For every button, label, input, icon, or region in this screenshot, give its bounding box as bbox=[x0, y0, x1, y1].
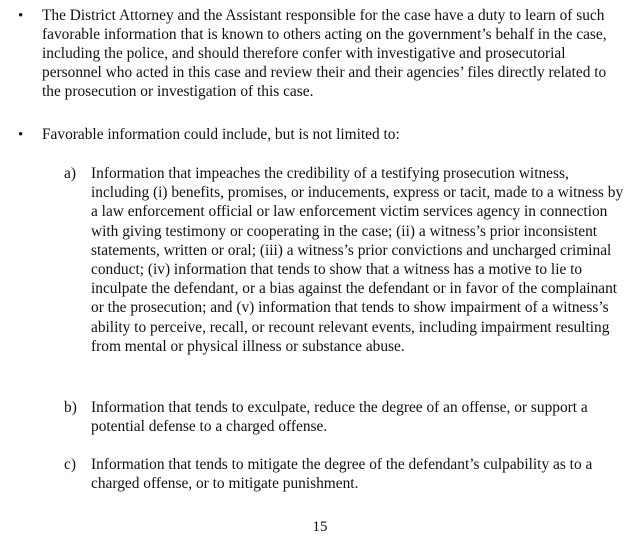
sub-item-text: Information that tends to exculpate, reduce the degree of an offense, or support a potential defense to a charged offense. bbox=[91, 399, 588, 436]
sub-item-text: Information that tends to mitigate the degree of the defendant’s culpability as to a charged offense, or to mitigate punishment. bbox=[91, 456, 593, 493]
sub-item-marker: b) bbox=[64, 399, 77, 416]
bullet-text-duty: The District Attorney and the Assistant responsible for the case have a duty to learn of such favorable information that is known to others acting on the government’s behalf in the case, including the police, and should therefore confer with investigative and prosecutorial personnel who acted in this case and review their and their agencies’ files directly related to the prosecution or investigation of this case. bbox=[42, 7, 607, 100]
sub-item-marker: a) bbox=[64, 165, 76, 182]
page-number: 15 bbox=[312, 519, 328, 535]
bullet-symbol: • bbox=[18, 127, 24, 143]
sub-item-marker: c) bbox=[64, 456, 76, 473]
bullet-symbol: • bbox=[18, 8, 24, 24]
bullet-text-favorable: Favorable information could include, but is not limited to: bbox=[42, 126, 400, 143]
sub-item-text: Information that impeaches the credibility of a testifying prosecution witness, including (i) benefits, promises, or inducements, express or tacit, made to a witness by a law enforcement official or law enforcement victim services agency in connection with giving testimony or cooperating in the case; (ii) a witness’s prior inconsistent statements, written or oral; (iii) a witness’s prior convictions and uncharged criminal conduct; (iv) information that tends to show that a witness has a motive to lie to inculpate the defendant, or a bias against the defendant or in favor of the complainant or the prosecution; and (v) information that tends to show impairment of a witness’s ability to perceive, recall, or recount relevant events, including impairment resulting from mental or physical illness or substance abuse. bbox=[91, 165, 624, 355]
